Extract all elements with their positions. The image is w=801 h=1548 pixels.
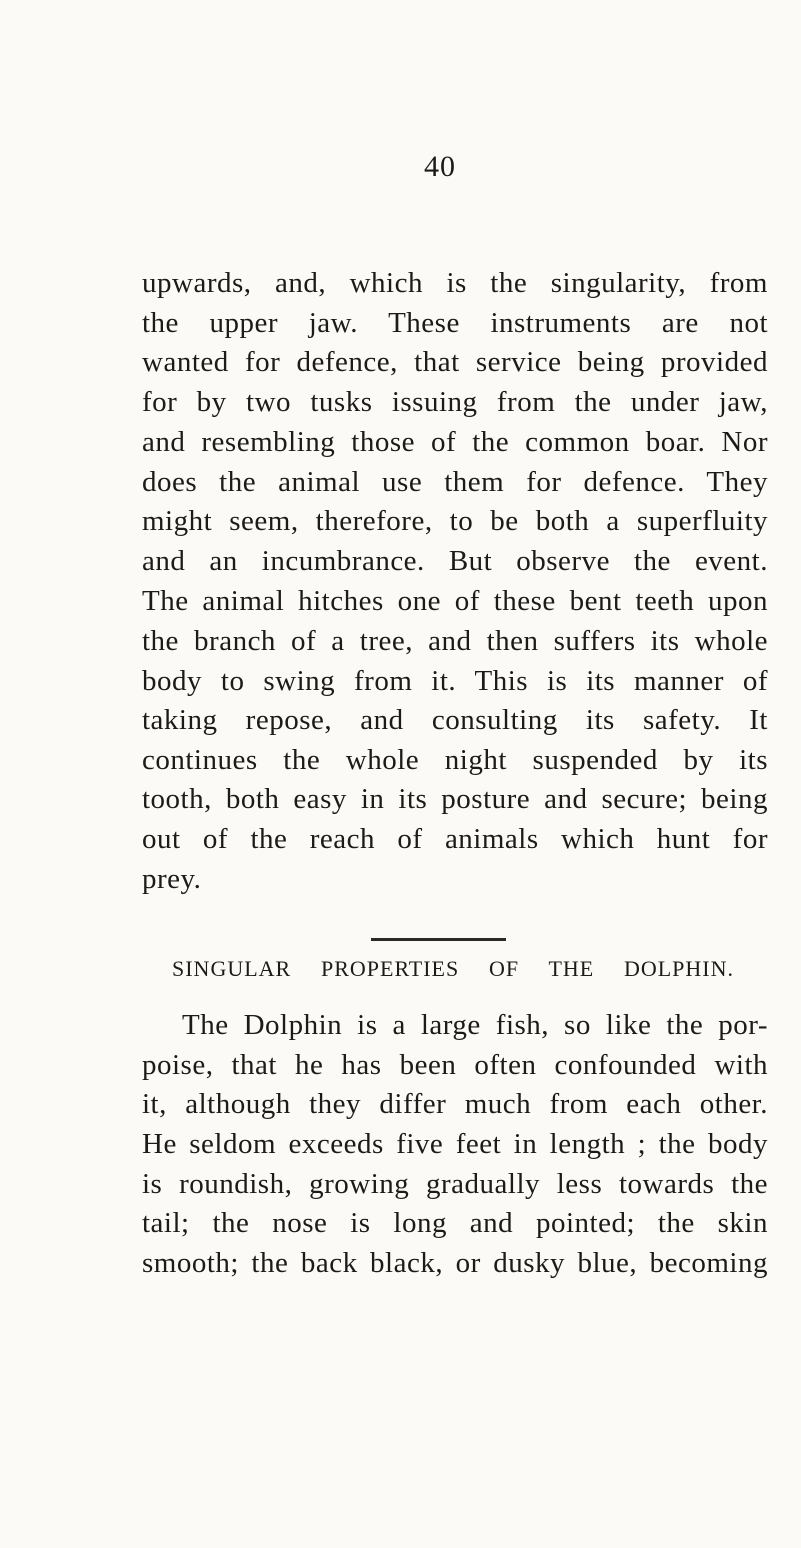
- text-line: tail; the nose is long and pointed; the skin: [142, 1207, 768, 1239]
- text-line: taking repose, and consulting its safety. It: [142, 704, 768, 736]
- text-line: poise, that he has been often confounded with: [142, 1049, 768, 1081]
- text-line: smooth; the back black, or dusky blue, becoming: [142, 1247, 768, 1279]
- text-line: The animal hitches one of these bent teeth upon: [142, 585, 768, 617]
- section-divider: [371, 938, 506, 941]
- text-line: and an incumbrance. But observe the event.: [142, 545, 768, 577]
- text-line: out of the reach of animals which hunt for: [142, 823, 768, 855]
- text-line: does the animal use them for defence. They: [142, 466, 768, 498]
- text-line: body to swing from it. This is its manner of: [142, 665, 768, 697]
- text-line: for by two tusks issuing from the under jaw,: [142, 386, 768, 418]
- text-line: upwards, and, which is the singularity, from: [142, 267, 768, 299]
- text-line: the branch of a tree, and then suffers its whole: [142, 625, 768, 657]
- text-line: wanted for defence, that service being provided: [142, 346, 768, 378]
- text-line: He seldom exceeds five feet in length ; the body: [142, 1128, 768, 1160]
- section-heading: SINGULAR PROPERTIES OF THE DOLPHIN.: [172, 956, 734, 981]
- text-line: the upper jaw. These instruments are not: [142, 307, 768, 339]
- text-line: it, although they differ much from each other.: [142, 1088, 768, 1120]
- page-number: 40: [424, 150, 456, 183]
- text-line: prey.: [142, 863, 202, 895]
- text-line: is roundish, growing gradually less towards the: [142, 1168, 768, 1200]
- text-line: tooth, both easy in its posture and secure; being: [142, 783, 768, 815]
- text-line: and resembling those of the common boar. Nor: [142, 426, 768, 458]
- text-line: The Dolphin is a large fish, so like the por-: [182, 1009, 768, 1041]
- text-line: might seem, therefore, to be both a superfluity: [142, 505, 768, 537]
- text-line: continues the whole night suspended by its: [142, 744, 768, 776]
